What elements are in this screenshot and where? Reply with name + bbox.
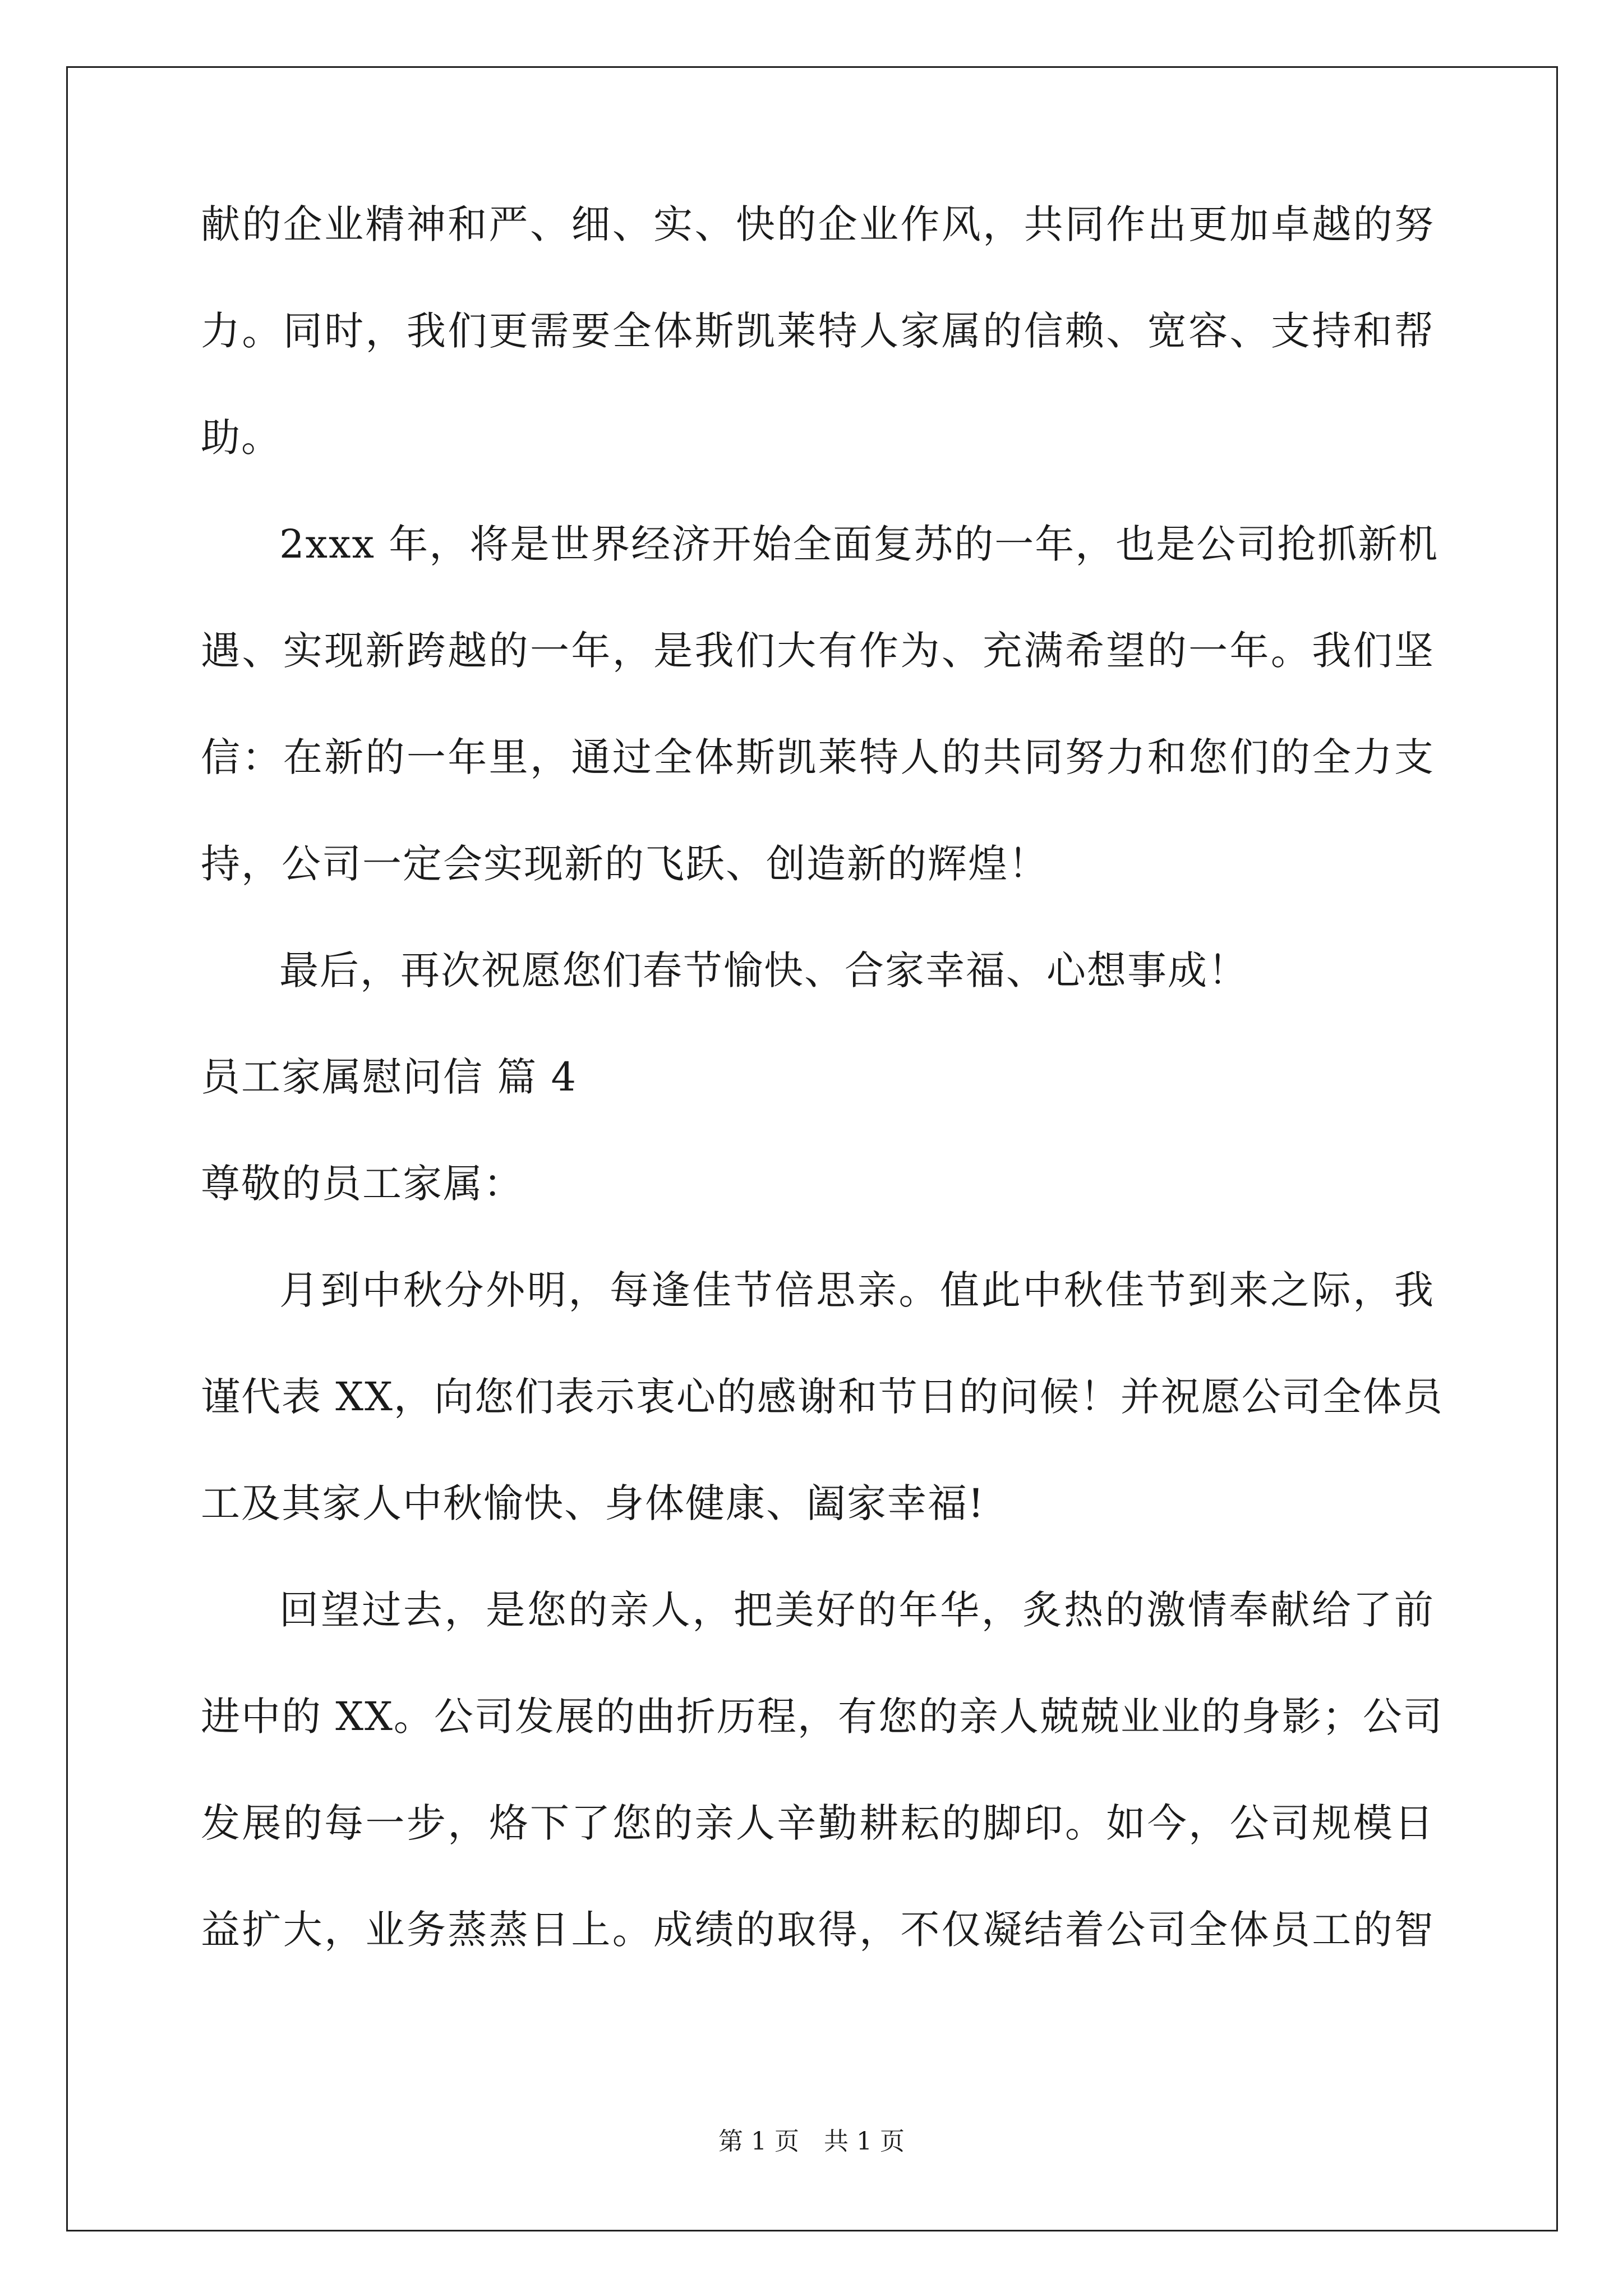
text-line: 发展的每一步，烙下了您的亲人辛勤耕耘的脚印。如今，公司规模日 [201,1800,1435,1846]
text-line: 助。 [201,415,282,461]
paragraph-start-line: 2xxx 年，将是世界经济开始全面复苏的一年，也是公司抢抓新机 [279,521,1439,567]
paragraph-start-line: 回望过去，是您的亲人，把美好的年华，炙热的激情奉献给了前 [279,1587,1435,1633]
salutation: 尊敬的员工家属： [201,1161,524,1207]
text-line: 遇、实现新跨越的一年，是我们大有作为、充满希望的一年。我们坚 [201,628,1435,674]
text-line: 持，公司一定会实现新的飞跃、创造新的辉煌！ [201,841,1049,887]
text-line: 献的企业精神和严、细、实、快的企业作风，共同作出更加卓越的努 [201,201,1435,247]
text-line: 力。同时，我们更需要全体斯凯莱特人家属的信赖、宽容、支持和帮 [201,308,1435,354]
paragraph-start-line: 最后，再次祝愿您们春节愉快、合家幸福、心想事成！ [279,947,1248,993]
text-line: 进中的 XX。公司发展的曲折历程，有您的亲人兢兢业业的身影；公司 [201,1694,1444,1740]
text-line: 信：在新的一年里，通过全体斯凯莱特人的共同努力和您们的全力支 [201,734,1435,780]
paragraph-start-line: 月到中秋分外明，每逢佳节倍思亲。值此中秋佳节到来之际，我 [279,1267,1435,1313]
text-line: 益扩大，业务蒸蒸日上。成绩的取得，不仅凝结着公司全体员工的智 [201,1907,1435,1953]
section-heading: 员工家属慰问信 篇 4 [201,1054,578,1100]
text-line: 谨代表 XX，向您们表示衷心的感谢和节日的问候！并祝愿公司全体员 [201,1374,1444,1420]
text-line: 工及其家人中秋愉快、身体健康、阖家幸福! [201,1480,985,1526]
page-number-footer: 第 1 页 共 1 页 [718,2127,905,2156]
